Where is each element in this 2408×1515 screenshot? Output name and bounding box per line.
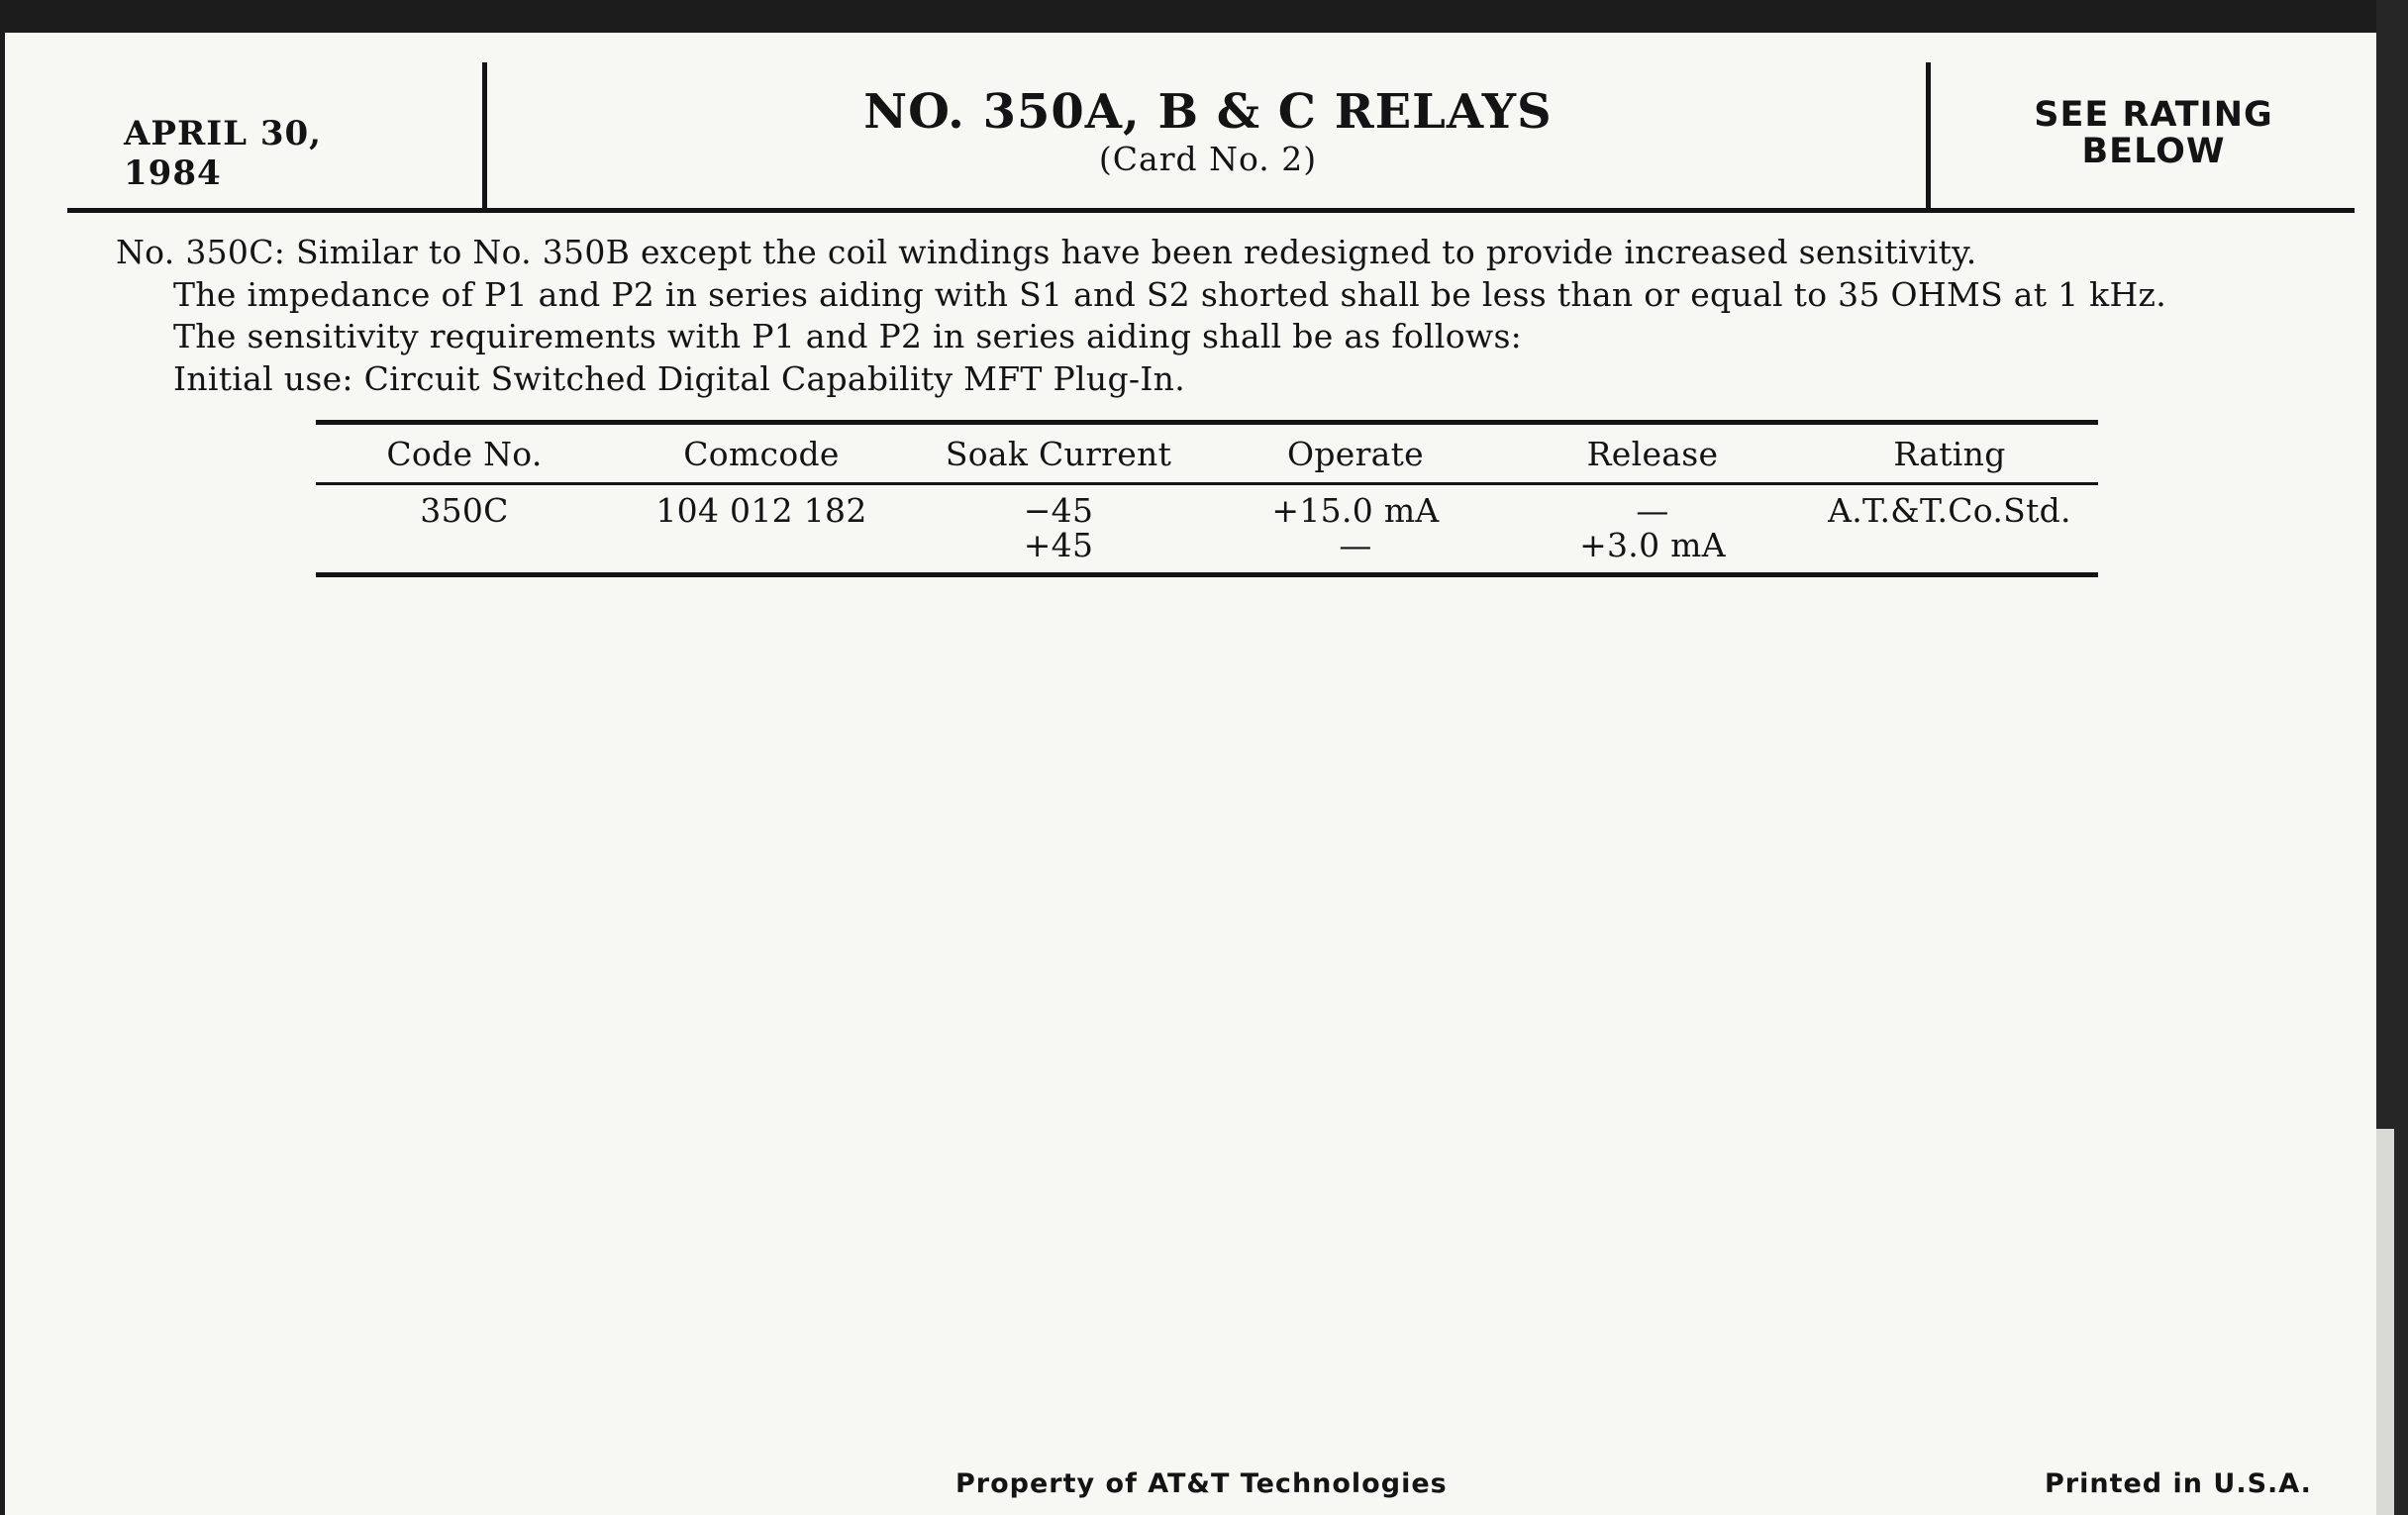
operate-value-1: +15.0 mA	[1271, 491, 1440, 530]
footer-printed: Printed in U.S.A.	[2045, 1468, 2312, 1499]
description-line: Initial use: Circuit Switched Digital Capability MFT Plug-In.	[173, 358, 1185, 398]
description-line: No. 350C: Similar to No. 350B except the coil windings have been redesigned to provide increased sensitivity.	[116, 233, 1977, 271]
table-bottom-rule	[316, 572, 2098, 577]
soak-value-1: −45	[1023, 491, 1094, 530]
cell-operate	[1207, 493, 1504, 572]
scan-border-light-patch	[2376, 1129, 2394, 1515]
sensitivity-table	[316, 420, 2098, 577]
cell-code: 350C	[420, 491, 509, 530]
table-row	[316, 485, 2098, 572]
cell-release	[1504, 493, 1801, 572]
col-header-release: Release	[1586, 434, 1719, 473]
soak-value-2: +45	[1023, 526, 1094, 564]
table-header-row	[316, 425, 2098, 482]
col-header-rating: Rating	[1893, 434, 2006, 473]
header-rule	[67, 208, 2355, 213]
description-line: The sensitivity requirements with P1 and P2 in series aiding shall be as follows:	[173, 317, 1523, 355]
rating-note	[1965, 97, 2342, 170]
col-header-code: Code No.	[386, 434, 543, 473]
rating-note-line-2: BELOW	[2081, 131, 2226, 171]
col-header-comcode: Comcode	[683, 434, 840, 473]
col-header-soak-current: Soak Current	[945, 434, 1172, 473]
operate-value-2: —	[1339, 526, 1372, 564]
cell-rating: A.T.&T.Co.Std.	[1828, 491, 2071, 530]
release-value-2: +3.0 mA	[1579, 526, 1726, 564]
card-title-block	[485, 84, 1931, 179]
card-title: NO. 350A, B & C RELAYS	[863, 84, 1553, 140]
cell-soak-current	[910, 493, 1207, 572]
description-text	[116, 232, 2354, 400]
footer-property: Property of AT&T Technologies	[955, 1468, 1448, 1499]
rating-note-line-1: SEE RATING	[2034, 95, 2273, 135]
card-subtitle: (Card No. 2)	[1098, 140, 1318, 178]
cell-comcode: 104 012 182	[655, 491, 867, 530]
relay-spec-card	[5, 33, 2376, 1515]
description-line: The impedance of P1 and P2 in series aiding with S1 and S2 shorted shall be less than or equal to 35 OHMS at 1 kHz.	[173, 274, 2167, 314]
release-value-1: —	[1636, 491, 1669, 530]
col-header-operate: Operate	[1286, 434, 1425, 473]
issue-date: APRIL 30, 1984	[124, 114, 323, 193]
header-divider-right	[1926, 62, 1931, 211]
